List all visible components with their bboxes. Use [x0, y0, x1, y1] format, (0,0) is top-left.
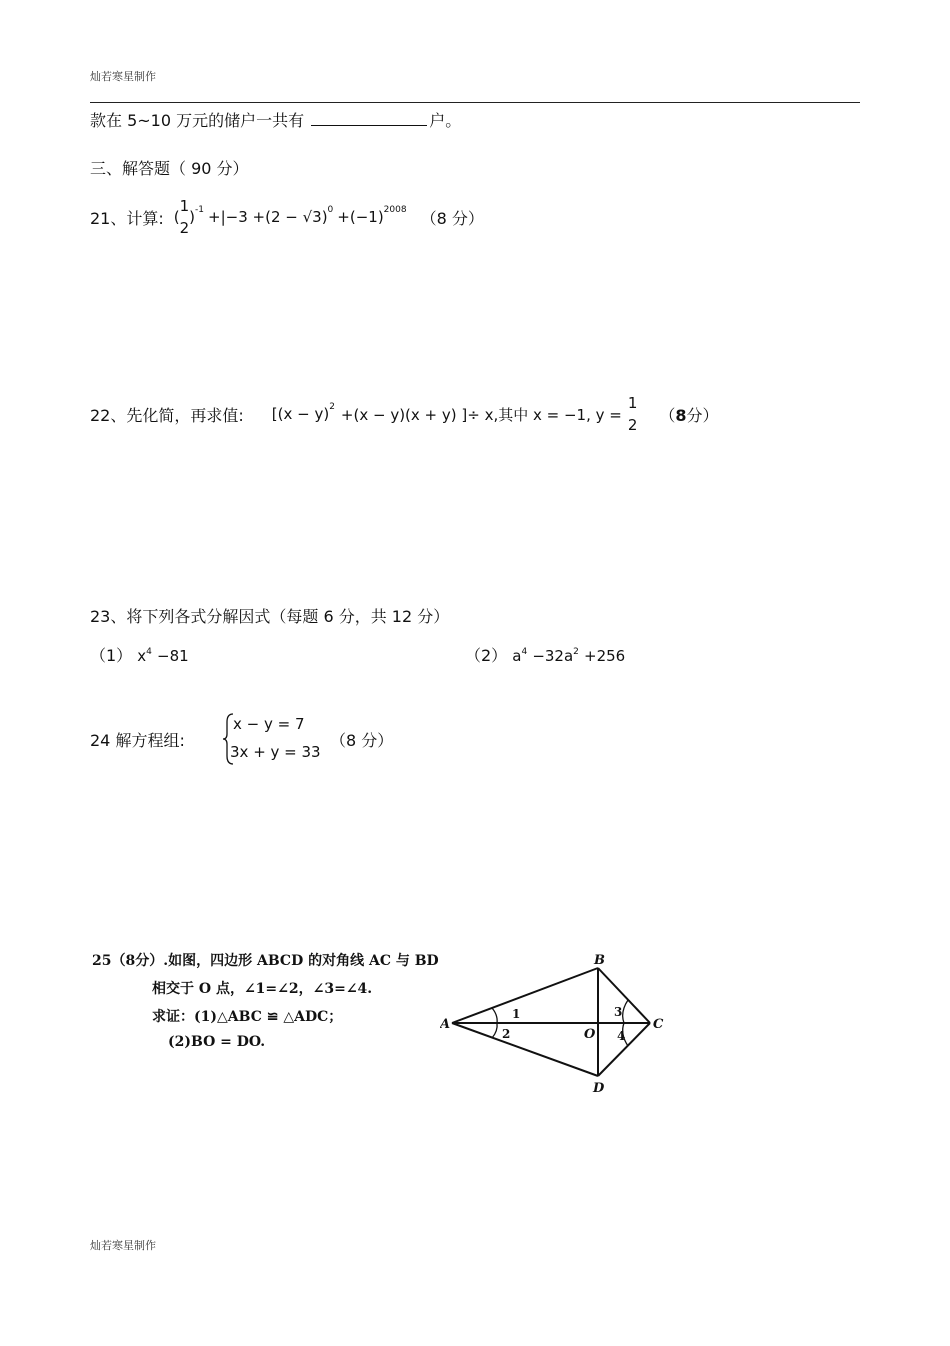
header-maker: 灿若寒星制作: [90, 70, 156, 83]
angle-arc-2: [492, 1023, 497, 1038]
edge-ab: [452, 968, 598, 1023]
q23-title: 23、将下列各式分解因式（每题 6 分，共 12 分）: [90, 607, 450, 626]
q24-eq2: 3x + y = 33: [230, 743, 321, 761]
label-d: D: [593, 1081, 605, 1096]
q21-fraction: 1 2: [179, 197, 190, 237]
q24-eq1: x − y = 7: [233, 715, 305, 733]
label-angle-1: 1: [512, 1007, 521, 1021]
q20-suffix: 户。: [429, 111, 462, 130]
q20-prefix: 款在 5~10 万元的储户一共有: [90, 111, 305, 130]
q23-part2: （2） $a^4 -32a^2 +256$: [465, 646, 626, 665]
q24-score: （8 分）: [330, 731, 394, 750]
label-a: A: [440, 1017, 451, 1032]
header-rule: [90, 102, 860, 103]
q20-line: [90, 108, 461, 131]
q21-label: 21、计算:: [90, 208, 164, 228]
label-angle-2: 2: [502, 1027, 511, 1041]
q22: 22、先化简，再求值: [(x − y) 2 +(x − y)(x + y) ]÷ x,其中 x = −1, y = 1 2 （8分）: [90, 394, 719, 434]
q22-score: （8分）: [659, 405, 719, 425]
q22-fraction: 1 2: [627, 394, 638, 434]
q21: 21、计算: ( 1 2 ) -1 +|−3 +(2 − √3) 0 +(−1) 2008 （8 分）: [90, 197, 484, 237]
edge-bc: [598, 968, 650, 1023]
quadrilateral-figure: [440, 948, 670, 1098]
angle-arc-3: [623, 1000, 628, 1023]
q23-part1: （1） $x^4 -81$: [90, 646, 189, 665]
section3-title: 三、解答题（ 90 分）: [90, 159, 249, 178]
q21-score: （8 分）: [420, 208, 484, 228]
label-b: B: [594, 953, 605, 968]
q25-line3: 求证：(1)△ABC ≌ △ADC；: [152, 1009, 343, 1025]
footer-maker: 灿若寒星制作: [90, 1239, 156, 1252]
angle-arc-1: [492, 1008, 497, 1023]
label-angle-3: 3: [614, 1005, 623, 1019]
q25-line1: 25（8分）.如图，四边形 ABCD 的对角线 AC 与 BD: [92, 953, 439, 969]
edge-da: [452, 1023, 598, 1076]
q25-line4: (2)BO = DO.: [168, 1034, 266, 1050]
q20-blank[interactable]: [311, 111, 427, 126]
q22-label: 22、先化简，再求值:: [90, 405, 244, 425]
label-c: C: [653, 1017, 664, 1032]
q24-label: 24 解方程组:: [90, 731, 185, 750]
label-o: O: [584, 1027, 596, 1042]
label-angle-4: 4: [617, 1029, 626, 1043]
q25-line2: 相交于 O 点，∠1=∠2，∠3=∠4.: [152, 981, 373, 997]
